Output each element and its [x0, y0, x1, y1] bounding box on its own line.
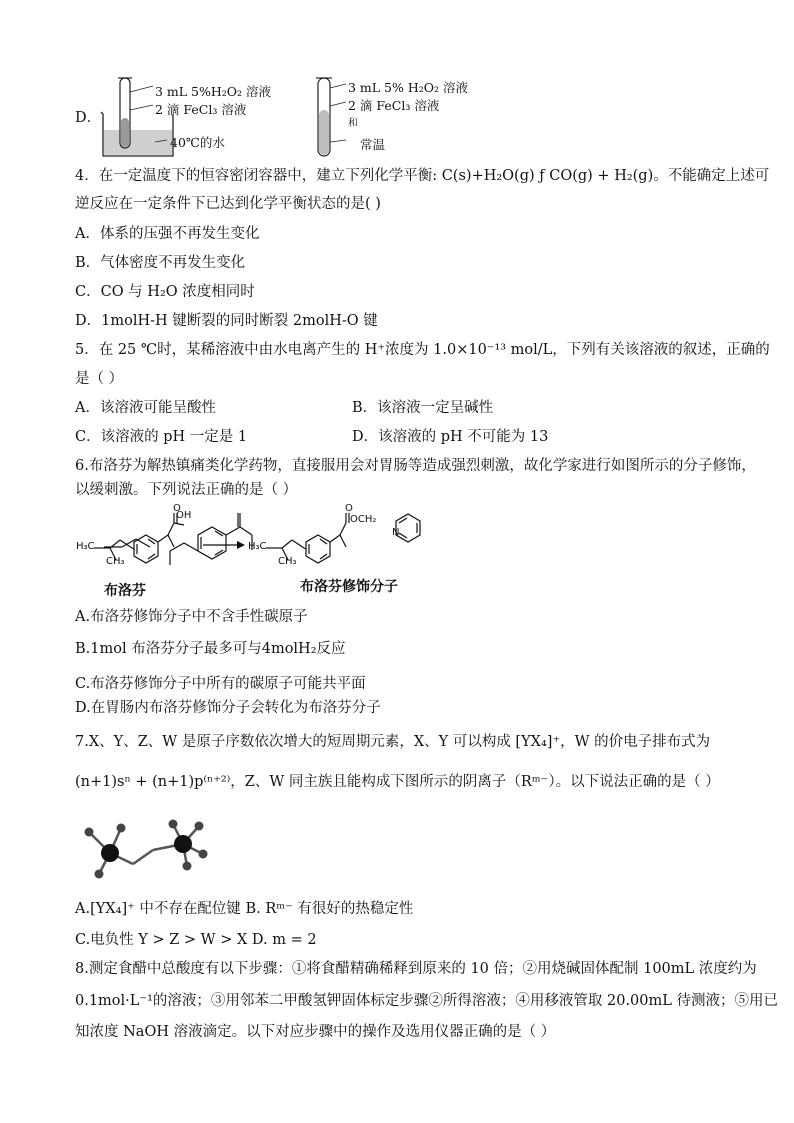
q5-option-a: A．该溶液可能呈酸性 [75, 400, 216, 416]
modified-ibuprofen-caption: 布洛芬修饰分子 [300, 579, 398, 595]
left-tube-label-3: 40℃的水 [170, 135, 225, 150]
q6-option-d: D.在胃肠内布洛芬修饰分子会转化为布洛芬分子 [75, 700, 381, 716]
q5-option-d: D．该溶液的 pH 不可能为 13 [352, 429, 549, 445]
q7-stem-line1: 7.X、Y、Z、W 是原子序数依次增大的短周期元素，X、Y 可以构成 [YX₄]⁺，W 的价电子排布式为 [75, 734, 711, 750]
q8-stem-line2: 0.1mol·L⁻¹的溶液；③用邻苯二甲酸氢钾固体标定步骤②所得溶液；④用移液管取 20.00mL 待测液；⑤用已 [75, 993, 778, 1009]
q4-option-d: D．1molH-H 键断裂的同时断裂 2molH-O 键 [75, 313, 378, 329]
q4-option-a: A．体系的压强不再发生变化 [75, 226, 260, 242]
water-bath [104, 130, 172, 155]
q5-option-c: C．该溶液的 pH 一定是 1 [75, 429, 248, 445]
o-label-left: O [173, 503, 181, 514]
q4-option-c: C．CO 与 H₂O 浓度相同时 [75, 284, 255, 300]
q7-option-cd: C.电负性 Y > Z > W > X D. m = 2 [75, 932, 317, 948]
ch3-label-left: CH₃ [106, 556, 125, 567]
o-label-right: O [345, 503, 353, 514]
q7-option-ab: A.[YX₄]⁺ 中不存在配位键 B. Rᵐ⁻ 有很好的热稳定性 [75, 901, 414, 917]
q4-stem-line2: 逆反应在一定条件下已达到化学平衡状态的是( ) [75, 196, 381, 212]
left-tube-label-2: 2 滴 FeCl₃ 溶液 [155, 102, 247, 117]
q7-stem-line2: (n+1)sⁿ + (n+1)p⁽ⁿ⁺²⁾，Z、W 同主族且能构成下图所示的阴离子（Rᵐ⁻）。以下说法正确的是（ ） [75, 774, 720, 790]
q6-stem-line1: 6.布洛芬为解热镇痛类化学药物，直接服用会对胃肠等造成强烈刺激，故化学家进行如图所示的分子修饰， [75, 458, 756, 474]
oh-label: OH [176, 510, 192, 521]
q8-stem-line1: 8.测定食醋中总酸度有以下步骤：①将食醋精确稀释到原来的 10 倍；②用烧碱固体配制 100mL 浓度约为 [75, 961, 757, 977]
left-tube-label-1: 3 mL 5%H₂O₂ 溶液 [155, 84, 272, 99]
h3c-label-left: H₃C [76, 541, 95, 552]
n-label: N [392, 527, 400, 538]
q6-option-b: B.1mol 布洛芬分子最多可与4molH₂反应 [75, 641, 346, 657]
ibuprofen-caption: 布洛芬 [104, 583, 146, 599]
right-tube-label-4: 常温 [360, 137, 386, 152]
q5-stem-line2: 是（ ） [75, 371, 124, 387]
h3c-label-right: H₃C [248, 541, 267, 552]
och2-label: OCH₂ [350, 514, 377, 525]
central-atom-right [174, 835, 192, 853]
right-tube-label-2: 2 滴 FeCl₃ 溶液 [348, 98, 440, 113]
q6-option-c: C.布洛芬修饰分子中所有的碳原子可能共平面 [75, 676, 366, 692]
q4-option-b: B．气体密度不再发生变化 [75, 255, 246, 271]
central-atom-left [101, 844, 119, 862]
anion-ball-stick-model [75, 810, 235, 885]
q6-option-a: A.布洛芬修饰分子中不含手性碳原子 [75, 609, 308, 625]
right-tube-label-3: 和 [348, 118, 358, 129]
q5-stem-line1: 5．在 25 ℃时，某稀溶液中由水电离产生的 H⁺浓度为 1.0×10⁻¹³ mol/L，下列有关该溶液的叙述，正确的 [75, 342, 770, 358]
q6-stem-line2: 以缓刺激。下列说法正确的是（ ） [75, 482, 298, 498]
q4-stem-line1: 4．在一定温度下的恒容密闭容器中，建立下列化学平衡: C(s)+H₂O(g) ƒ CO(g) + H₂(g)。不能确定上述可 [75, 168, 770, 184]
q3-option-d-label: D． [75, 110, 102, 126]
q8-stem-line3: 知浓度 NaOH 溶液滴定。以下对应步骤中的操作及选用仪器正确的是（ ） [75, 1024, 556, 1040]
q5-option-b: B．该溶液一定呈碱性 [352, 400, 494, 416]
right-tube-label-1: 3 mL 5% H₂O₂ 溶液 [348, 80, 469, 95]
ch3-label-right: CH₃ [278, 556, 297, 567]
